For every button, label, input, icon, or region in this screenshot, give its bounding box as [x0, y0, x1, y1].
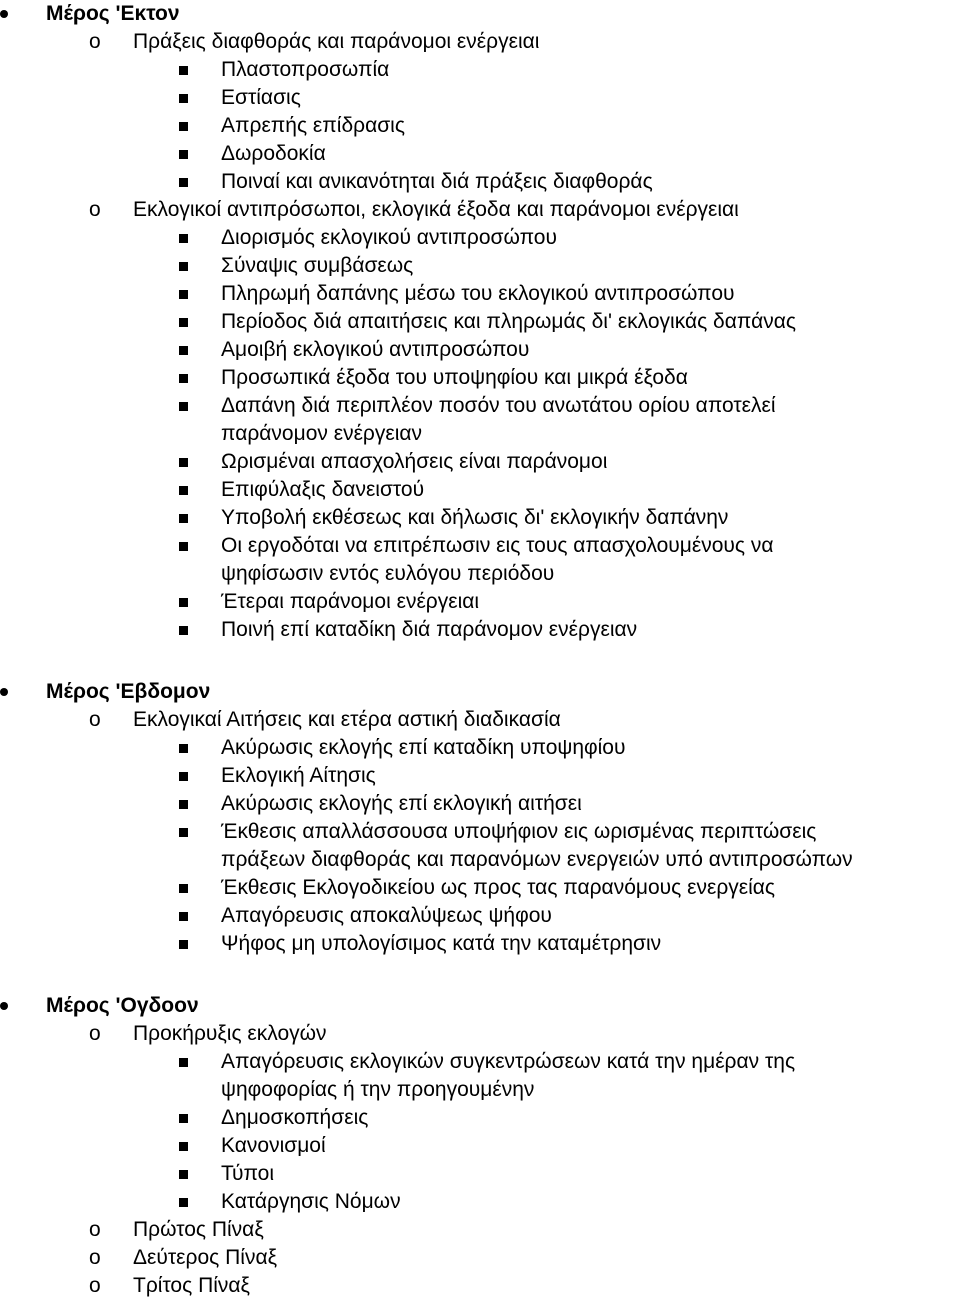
square-bullet-icon	[179, 374, 188, 383]
subsection-title: Δεύτερος Πίναξ	[133, 1246, 277, 1269]
square-bullet-icon	[179, 346, 188, 355]
circle-marker-icon: o	[89, 198, 101, 221]
square-bullet-icon	[179, 234, 188, 243]
list-item-text: Οι εργοδόται να επιτρέπωσιν εις τους απασχολουμένους να	[221, 534, 774, 557]
subsection-title: Πρώτος Πίναξ	[133, 1218, 264, 1241]
section-title: Μέρος 'Εκτον	[46, 2, 180, 25]
square-bullet-icon	[179, 66, 188, 75]
list-item-text: Δωροδοκία	[221, 142, 326, 165]
list-item-text: Εκλογική Αίτησις	[221, 764, 376, 787]
list-item-text: Ακύρωσις εκλογής επί εκλογική αιτήσει	[221, 792, 582, 815]
circle-marker-icon: o	[89, 30, 101, 53]
list-item-text: Απαγόρευσις αποκαλύψεως ψήφου	[221, 904, 552, 927]
list-item	[0, 476, 960, 504]
list-item	[0, 84, 960, 112]
square-bullet-icon	[179, 514, 188, 523]
list-item-text: ψηφοφορίας ή την προηγουμένην	[221, 1078, 535, 1101]
list-item	[0, 140, 960, 168]
list-item-text: Πληρωμή δαπάνης μέσω του εκλογικού αντιπροσώπου	[221, 282, 735, 305]
section-gap	[0, 644, 960, 678]
square-bullet-icon	[179, 1058, 188, 1067]
circle-marker-icon: o	[89, 1246, 101, 1269]
list-item	[0, 504, 960, 532]
section-heading	[0, 678, 960, 706]
square-bullet-icon	[179, 150, 188, 159]
circle-marker-icon: o	[89, 1274, 101, 1297]
square-bullet-icon	[179, 626, 188, 635]
list-item-continuation	[0, 846, 960, 874]
bullet-icon	[0, 10, 8, 18]
list-item-text: Έκθεσις απαλλάσσουσα υποψήφιον εις ωρισμένας περιπτώσεις	[221, 820, 817, 843]
list-item	[0, 1160, 960, 1188]
list-item-text: Ακύρωσις εκλογής επί καταδίκη υποψηφίου	[221, 736, 626, 759]
subsection-title: Εκλογικοί αντιπρόσωποι, εκλογικά έξοδα και παράνομοι ενέργειαι	[133, 198, 739, 221]
square-bullet-icon	[179, 262, 188, 271]
section-heading	[0, 992, 960, 1020]
square-bullet-icon	[179, 122, 188, 131]
subsection-heading	[0, 706, 960, 734]
list-item	[0, 168, 960, 196]
list-item	[0, 1048, 960, 1076]
square-bullet-icon	[179, 828, 188, 837]
list-item-text: Διορισμός εκλογικού αντιπροσώπου	[221, 226, 557, 249]
subsection-title: Πράξεις διαφθοράς και παράνομοι ενέργειαι	[133, 30, 540, 53]
square-bullet-icon	[179, 178, 188, 187]
list-item-text: ψηφίσωσιν εντός ευλόγου περιόδου	[221, 562, 555, 585]
list-item	[0, 336, 960, 364]
list-item-text: Υποβολή εκθέσεως και δήλωσις δι' εκλογικήν δαπάνην	[221, 506, 729, 529]
list-item-continuation	[0, 560, 960, 588]
list-item	[0, 1104, 960, 1132]
subsection-heading	[0, 28, 960, 56]
list-item-text: Αμοιβή εκλογικού αντιπροσώπου	[221, 338, 530, 361]
circle-marker-icon: o	[89, 708, 101, 731]
subsection-title: Προκήρυξις εκλογών	[133, 1022, 327, 1045]
subsection-heading	[0, 1272, 960, 1300]
list-item	[0, 762, 960, 790]
list-item-text: Τύποι	[221, 1162, 275, 1185]
square-bullet-icon	[179, 772, 188, 781]
list-item-text: Επιφύλαξις δανειστού	[221, 478, 425, 501]
list-item-text: Ποιναί και ανικανότηται διά πράξεις διαφθοράς	[221, 170, 653, 193]
list-item-continuation	[0, 420, 960, 448]
square-bullet-icon	[179, 1198, 188, 1207]
square-bullet-icon	[179, 94, 188, 103]
list-item	[0, 364, 960, 392]
list-item	[0, 112, 960, 140]
square-bullet-icon	[179, 1170, 188, 1179]
list-item	[0, 874, 960, 902]
subsection-heading	[0, 1216, 960, 1244]
list-item-text: Κανονισμοί	[221, 1134, 326, 1157]
square-bullet-icon	[179, 744, 188, 753]
square-bullet-icon	[179, 402, 188, 411]
list-item	[0, 280, 960, 308]
square-bullet-icon	[179, 318, 188, 327]
square-bullet-icon	[179, 486, 188, 495]
list-item	[0, 588, 960, 616]
list-item	[0, 616, 960, 644]
list-item-continuation	[0, 1076, 960, 1104]
section-gap	[0, 958, 960, 992]
subsection-title: Τρίτος Πίναξ	[133, 1274, 250, 1297]
square-bullet-icon	[179, 542, 188, 551]
square-bullet-icon	[179, 912, 188, 921]
list-item-text: Δαπάνη διά περιπλέον ποσόν του ανωτάτου ορίου αποτελεί	[221, 394, 776, 417]
square-bullet-icon	[179, 800, 188, 809]
list-item-text: Πλαστοπροσωπία	[221, 58, 390, 81]
list-item-text: Κατάργησις Νόμων	[221, 1190, 401, 1213]
square-bullet-icon	[179, 598, 188, 607]
square-bullet-icon	[179, 290, 188, 299]
square-bullet-icon	[179, 1142, 188, 1151]
list-item-text: Ψήφος μη υπολογίσιμος κατά την καταμέτρησιν	[221, 932, 662, 955]
list-item-text: πράξεων διαφθοράς και παρανόμων ενεργειών υπό αντιπροσώπων	[221, 848, 853, 871]
list-item-text: παράνομον ενέργειαν	[221, 422, 423, 445]
list-item	[0, 818, 960, 846]
list-item	[0, 1132, 960, 1160]
list-item	[0, 224, 960, 252]
list-item	[0, 56, 960, 84]
list-item	[0, 392, 960, 420]
list-item-text: Έτεραι παράνομοι ενέργειαι	[221, 590, 480, 613]
section-heading	[0, 0, 960, 28]
list-item-text: Δημοσκοπήσεις	[221, 1106, 369, 1129]
square-bullet-icon	[179, 884, 188, 893]
list-item	[0, 1188, 960, 1216]
bullet-icon	[0, 1002, 8, 1010]
square-bullet-icon	[179, 1114, 188, 1123]
section-title: Μέρος 'Ογδοον	[46, 994, 199, 1017]
subsection-heading	[0, 1020, 960, 1048]
circle-marker-icon: o	[89, 1218, 101, 1241]
bullet-icon	[0, 688, 8, 696]
list-item	[0, 532, 960, 560]
subsection-heading	[0, 1244, 960, 1272]
list-item-text: Σύναψις συμβάσεως	[221, 254, 414, 277]
list-item-text: Απρεπής επίδρασις	[221, 114, 405, 137]
circle-marker-icon: o	[89, 1022, 101, 1045]
list-item-text: Εστίασις	[221, 86, 301, 109]
list-item-text: Προσωπικά έξοδα του υποψηφίου και μικρά έξοδα	[221, 366, 688, 389]
square-bullet-icon	[179, 458, 188, 467]
list-item	[0, 308, 960, 336]
list-item	[0, 902, 960, 930]
square-bullet-icon	[179, 940, 188, 949]
list-item	[0, 790, 960, 818]
list-item	[0, 734, 960, 762]
subsection-title: Εκλογικαί Αιτήσεις και ετέρα αστική διαδικασία	[133, 708, 561, 731]
list-item	[0, 930, 960, 958]
list-item-text: Ωρισμέναι απασχολήσεις είναι παράνομοι	[221, 450, 608, 473]
list-item-text: Περίοδος διά απαιτήσεις και πληρωμάς δι' εκλογικάς δαπάνας	[221, 310, 796, 333]
list-item	[0, 448, 960, 476]
list-item-text: Έκθεσις Εκλογοδικείου ως προς τας παρανόμους ενεργείας	[221, 876, 776, 899]
list-item-text: Απαγόρευσις εκλογικών συγκεντρώσεων κατά την ημέραν της	[221, 1050, 796, 1073]
list-item-text: Ποινή επί καταδίκη διά παράνομον ενέργειαν	[221, 618, 638, 641]
subsection-heading	[0, 196, 960, 224]
list-item	[0, 252, 960, 280]
section-title: Μέρος 'Εβδομον	[46, 680, 211, 703]
